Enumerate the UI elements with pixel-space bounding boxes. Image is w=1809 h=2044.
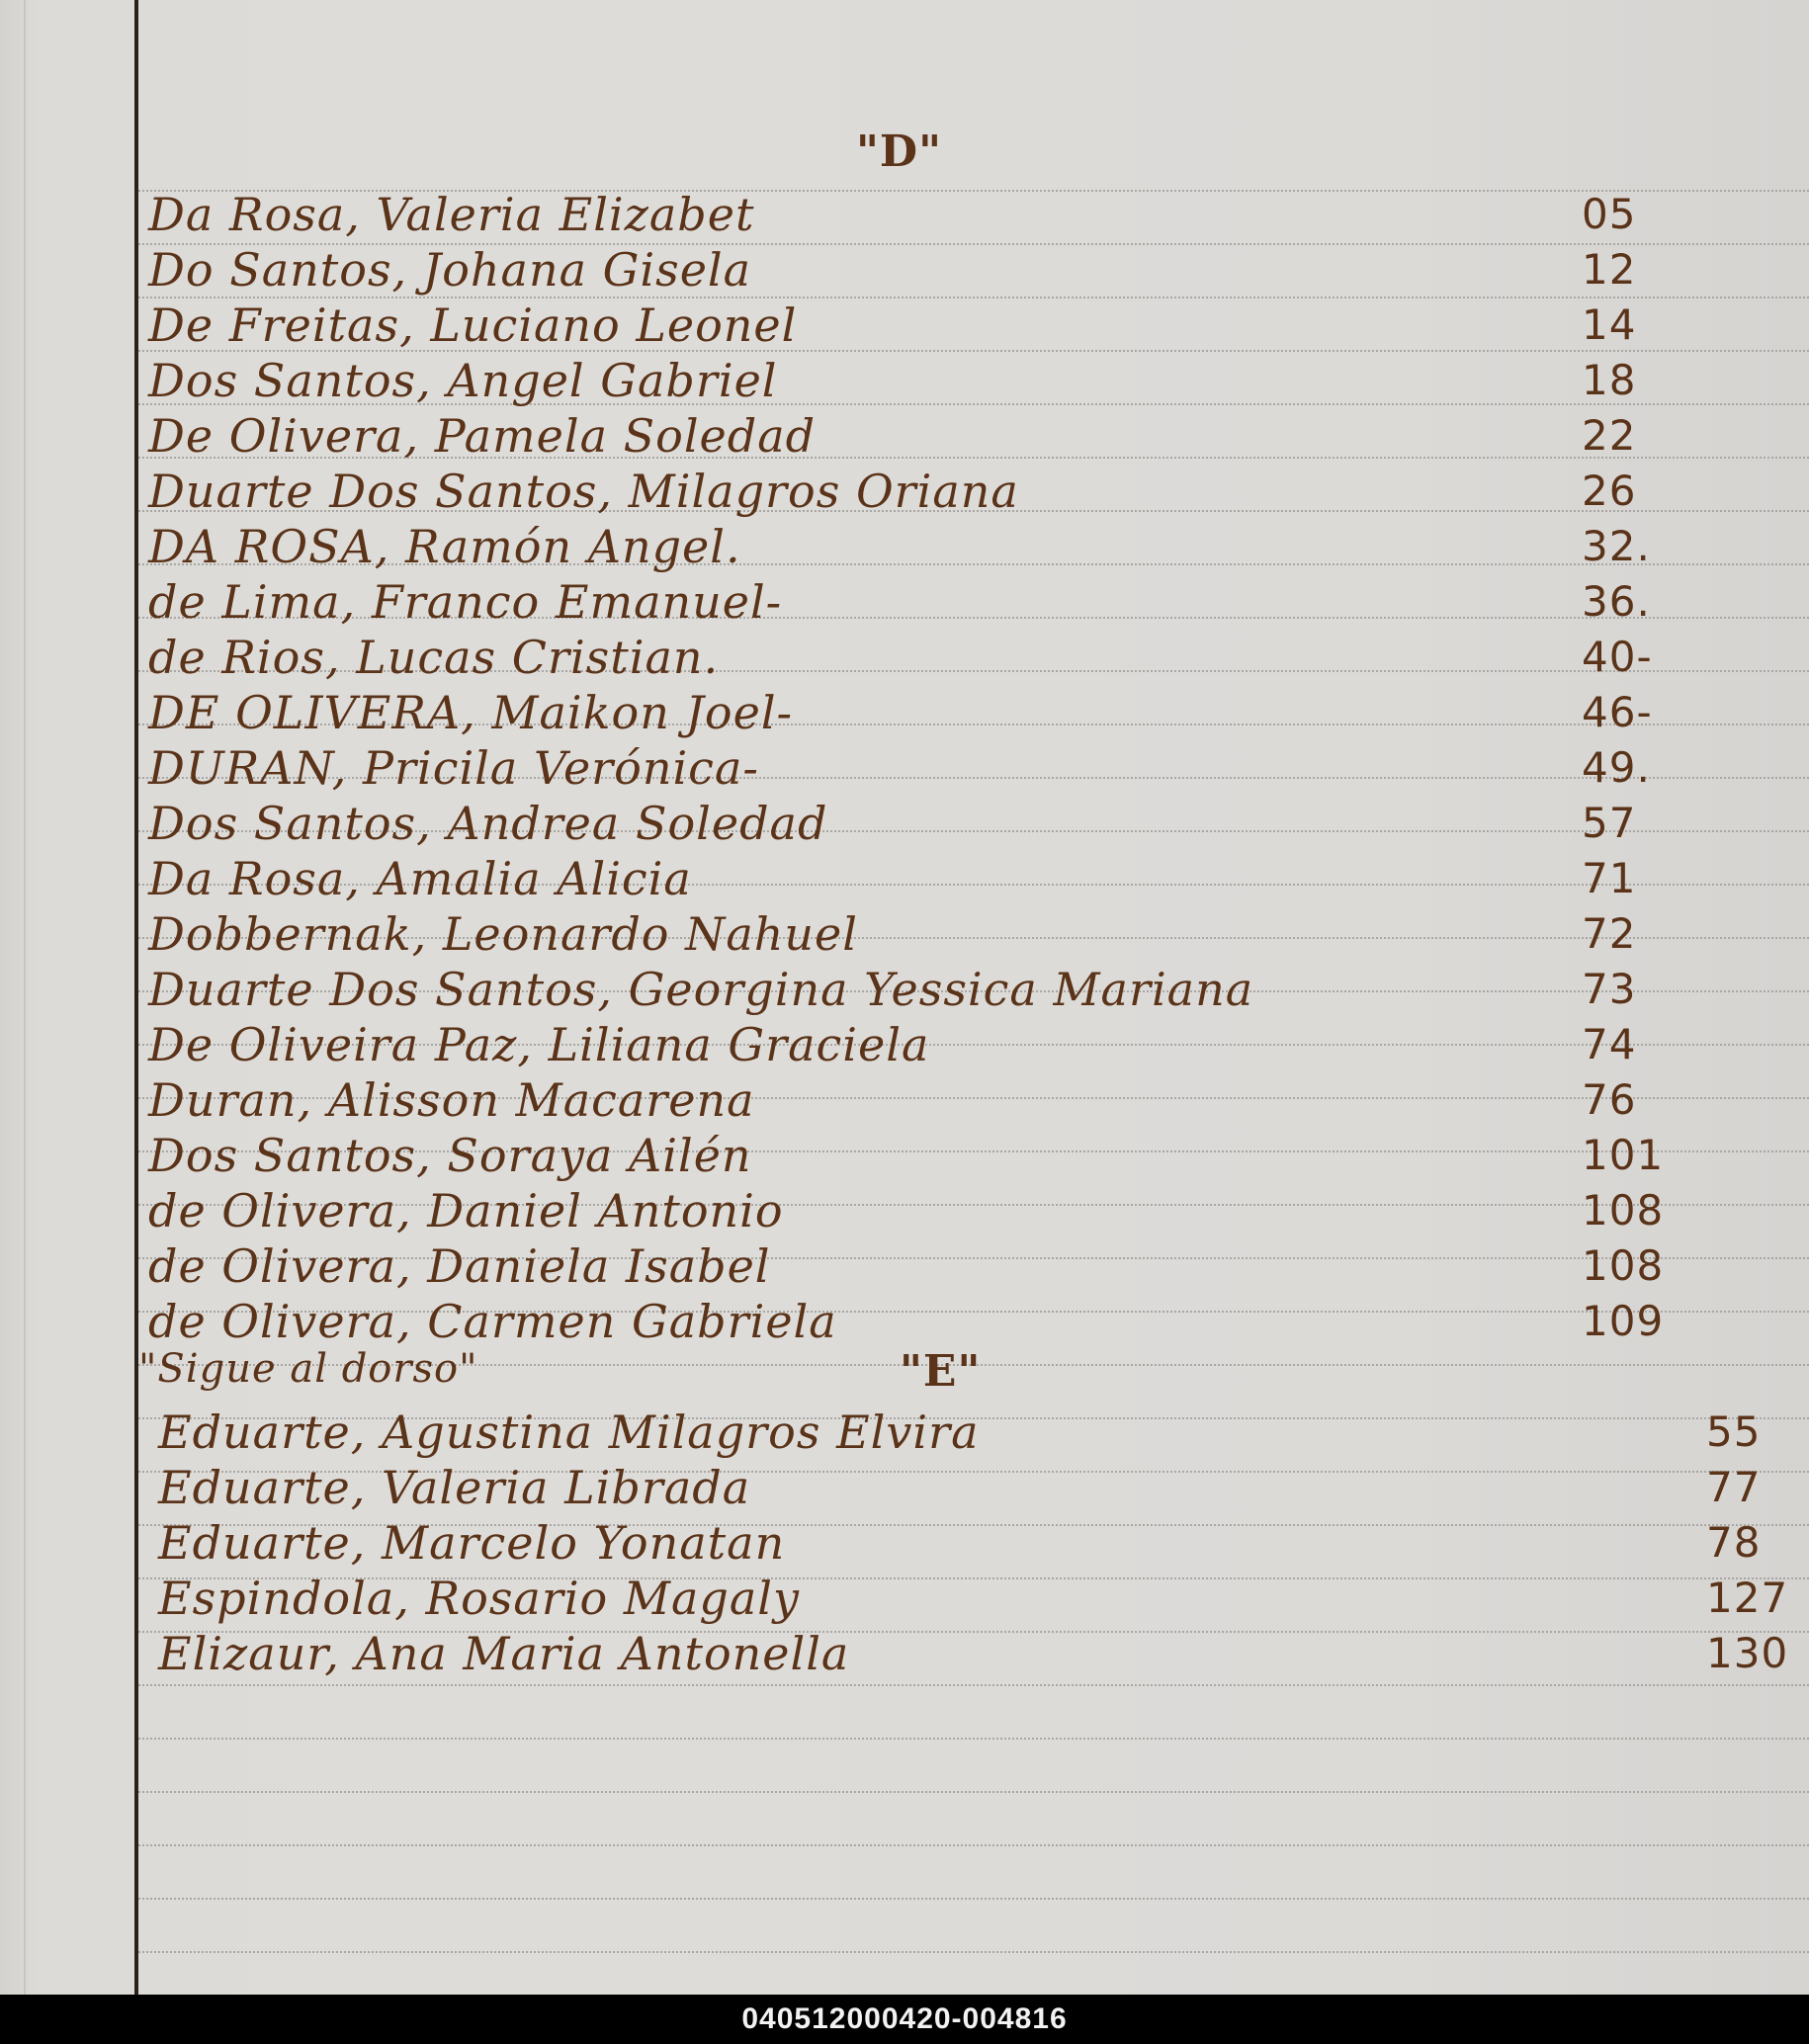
entry-number: 108 [1582,1241,1665,1290]
section-heading-e: "E" [900,1346,982,1397]
entry-name: de Olivera, Carmen Gabriela [148,1295,837,1348]
ruled-line [138,1844,1809,1846]
entry-number: 77 [1706,1463,1762,1511]
continue-note: "Sigue al dorso" [138,1346,478,1392]
entry-name: Dos Santos, Andrea Soledad [148,797,828,850]
entry-number: 32. [1582,522,1651,570]
entry-name: de Olivera, Daniela Isabel [148,1239,771,1293]
entry-name: Dos Santos, Angel Gabriel [148,354,778,407]
entry-number: 130 [1706,1629,1789,1677]
entry-name: Do Santos, Johana Gisela [148,243,752,297]
entry-name: De Olivera, Pamela Soledad [148,409,817,463]
faint-margin-line [24,0,26,1995]
ruled-line [138,1684,1809,1686]
entry-number: 49. [1582,743,1651,792]
entry-number: 14 [1582,300,1637,349]
entry-name: de Rios, Lucas Cristian. [148,631,720,684]
entry-number: 46- [1582,688,1653,736]
ruled-line [138,1791,1809,1793]
entry-number: 40- [1582,633,1653,681]
entry-number: 72 [1582,909,1637,958]
ruled-line [138,1951,1809,1953]
margin-line [134,0,138,1995]
entry-name: Espindola, Rosario Magaly [158,1572,800,1625]
entry-number: 74 [1582,1020,1637,1068]
entry-number: 12 [1582,245,1637,294]
entry-name: Elizaur, Ana Maria Antonella [158,1627,850,1680]
entry-name: DURAN, Pricila Verónica- [148,741,759,795]
entry-name: Da Rosa, Valeria Elizabet [148,188,755,241]
entry-number: 22 [1582,411,1637,460]
entry-number: 26 [1582,467,1637,515]
section-heading-d: "D" [856,127,943,177]
entry-name: Da Rosa, Amalia Alicia [148,852,692,905]
entry-number: 78 [1706,1518,1762,1567]
entry-name: de Lima, Franco Emanuel- [148,575,783,629]
entry-name: DA ROSA, Ramón Angel. [148,520,741,573]
entry-name: DE OLIVERA, Maikon Joel- [148,686,794,739]
entry-name: Eduarte, Agustina Milagros Elvira [158,1405,980,1459]
entry-name: Dobbernak, Leonardo Nahuel [148,907,858,961]
entry-number: 73 [1582,965,1637,1013]
entry-number: 108 [1582,1186,1665,1235]
ruled-line [138,1738,1809,1740]
entry-number: 05 [1582,190,1637,238]
entry-name: Duran, Alisson Macarena [148,1073,755,1127]
entry-name: De Freitas, Luciano Leonel [148,298,798,352]
entry-name: Eduarte, Marcelo Yonatan [158,1516,786,1570]
entry-number: 55 [1706,1407,1762,1456]
entry-number: 127 [1706,1574,1789,1622]
entry-number: 109 [1582,1297,1665,1345]
entry-number: 101 [1582,1131,1665,1179]
entry-number: 36. [1582,577,1651,626]
entry-number: 18 [1582,356,1637,404]
entry-name: Dos Santos, Soraya Ailén [148,1129,752,1182]
ruled-line [138,1898,1809,1900]
entry-name: Duarte Dos Santos, Milagros Oriana [148,465,1019,518]
entry-number: 71 [1582,854,1637,902]
entry-name: Duarte Dos Santos, Georgina Yessica Mariana [148,963,1254,1016]
entry-number: 57 [1582,799,1637,847]
document-id-footer: 040512000420-004816 [0,1995,1809,2044]
entry-name: De Oliveira Paz, Liliana Graciela [148,1018,930,1071]
entry-name: de Olivera, Daniel Antonio [148,1184,784,1237]
entry-name: Eduarte, Valeria Librada [158,1461,751,1514]
entry-number: 76 [1582,1075,1637,1124]
